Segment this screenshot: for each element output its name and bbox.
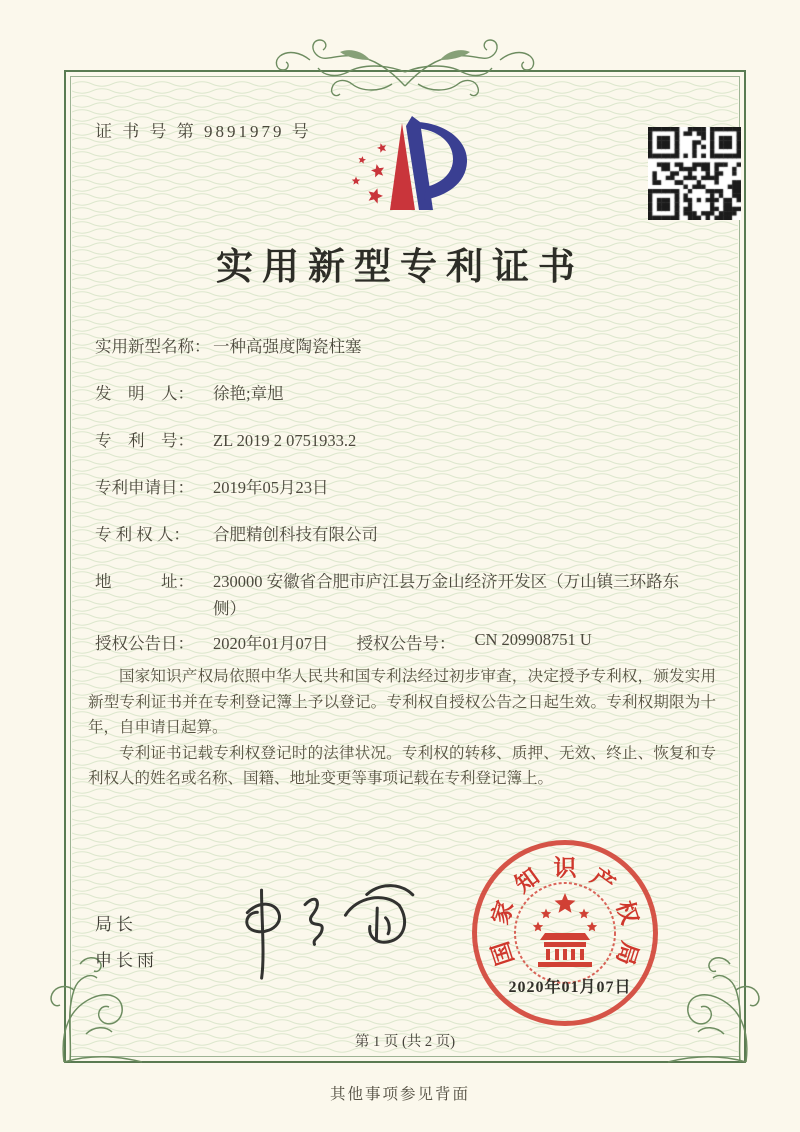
grant-date-label: 授权公告日：	[95, 634, 194, 653]
commissioner-signature	[216, 872, 430, 989]
commissioner-name: 申长雨	[95, 951, 158, 970]
legal-paragraph: 国家知识产权局依照中华人民共和国专利法经过初步审查，决定授予专利权，颁发实用新型专利证书并在专利登记簿上予以登记。专利权自授权公告之日起生效。专利权期限为十年，自申请日起算。	[88, 668, 716, 736]
field-row	[95, 473, 720, 503]
grant-number-value: CN 209908751 U	[474, 630, 592, 649]
seal-char: 家	[487, 898, 519, 928]
commissioner-title: 局长	[95, 915, 137, 934]
seal-char: 产	[586, 863, 620, 898]
field-value: 2019年05月23日	[213, 478, 329, 497]
certificate-title: 实用新型专利证书	[216, 247, 584, 288]
seal-char: 识	[553, 855, 577, 881]
grant-number-label: 授权公告号：	[356, 634, 456, 653]
field-row	[95, 567, 720, 622]
field-label: 实用新型名称：	[95, 337, 211, 356]
field-value: ZL 2019 2 0751933.2	[213, 431, 357, 450]
field-label: 地 址：	[95, 572, 194, 591]
back-note: 其他事项参见背面	[329, 1086, 470, 1103]
grant-date-value: 2020年01月07日	[213, 634, 329, 653]
logo-stars	[352, 143, 386, 203]
certificate-number: 证 书 号 第 9891979 号	[95, 122, 312, 141]
qr-code	[648, 127, 741, 220]
field-value: 合肥精创科技有限公司	[213, 525, 378, 544]
seal-date: 2020年01月07日	[508, 979, 632, 996]
field-label: 专利申请日：	[95, 478, 194, 497]
field-row	[95, 426, 720, 456]
field-row	[95, 332, 720, 362]
cnipa-logo	[332, 98, 482, 223]
field-value: 徐艳;章旭	[213, 384, 284, 403]
page-number: 第 1 页 (共 2 页)	[354, 1034, 456, 1050]
field-row	[95, 379, 720, 409]
seal-char: 知	[510, 863, 544, 898]
seal-char: 国	[487, 938, 519, 968]
legal-paragraph: 专利证书记载专利权登记时的法律状况。专利权的转移、质押、无效、终止、恢复和专利权人的姓名或名称、国籍、地址变更等事项记载在专利登记簿上。	[88, 744, 716, 787]
grant-row	[95, 630, 592, 654]
field-value: 一种高强度陶瓷柱塞	[213, 337, 362, 356]
fields-section	[95, 332, 720, 639]
field-label: 专 利 权 人：	[95, 525, 190, 544]
legal-paragraphs	[88, 664, 716, 792]
seal-char: 局	[611, 938, 643, 968]
seal-char: 权	[611, 898, 643, 928]
field-value: 230000 安徽省合肥市庐江县万金山经济开发区（万山镇三环路东侧）	[213, 572, 680, 618]
field-label: 专 利 号：	[95, 431, 194, 450]
field-row	[95, 520, 720, 550]
field-label: 发 明 人：	[95, 384, 194, 403]
